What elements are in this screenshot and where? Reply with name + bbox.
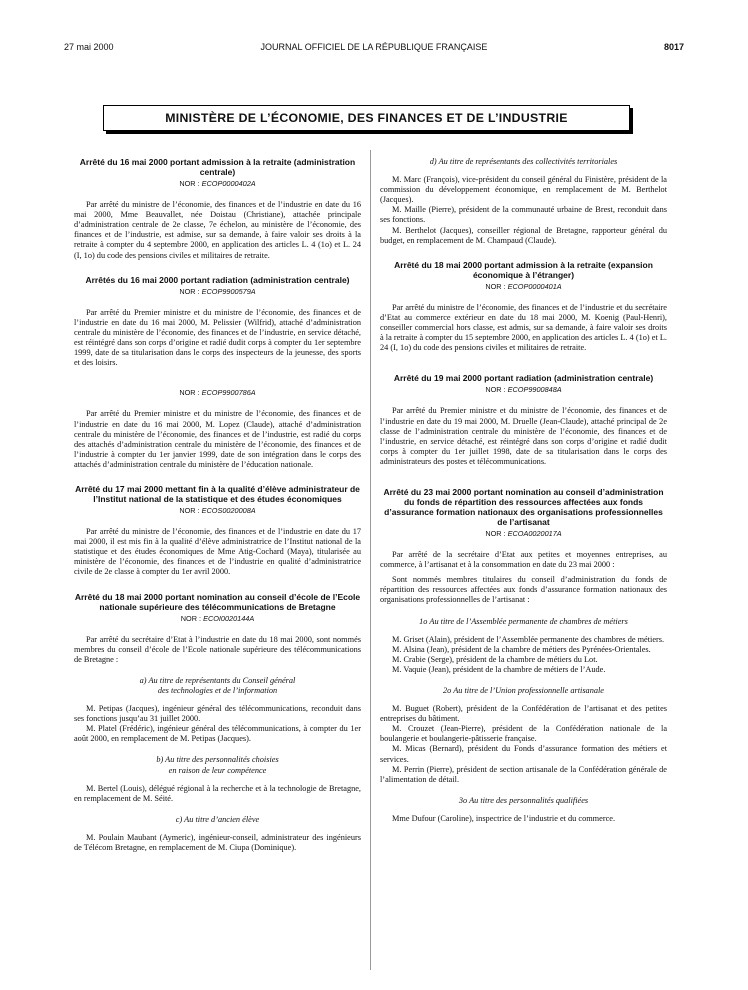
member-entry: M. Vaquie (Jean), président de la chambre de métiers de l’Aude. [392,664,606,674]
decree-body: Sont nommés membres titulaires du conseil d’administration du fonds de répartition des ressources affectées aux fonds d’assurance formation nationaux des organisations professionnelles de l’artisanat : [380,575,667,605]
member-entry: M. Griset (Alain), président de l’Assemblée permanente des chambres de métiers. [392,634,665,644]
decree-body: Par arrêté du ministre de l’économie, des finances et de l’industrie et du secrétaire d’Etat au commerce extérieur en date du 18 mai 2000, M. Koenig (Paul-Henri), conseiller commercial hors classe, est admis, sur sa demande, à faire valoir ses droits à la retraite à compter du 15 septembre 2000, en application des articles L. 4 (1o) et L. 24 (I, 1o) du code des pensions civiles et militaires de retraite. [380,302,667,353]
nor-reference: NOR : ECOI0020144A [180,613,255,623]
decree-body: Par arrêté du secrétaire d’Etat à l’industrie en date du 18 mai 2000, sont nommés membres du conseil d’école de l’Ecole nationale supérieure des télécommunications de Bretagne : [74,634,361,664]
ministry-banner: MINISTÈRE DE L’ÉCONOMIE, DES FINANCES ET DE L’INDUSTRIE [103,105,630,131]
decree-artisanat-23-mai [380,487,667,824]
decree-title: Arrêtés du 16 mai 2000 portant radiation (administration centrale) [85,274,350,285]
decree-telecom-bretagne-18-mai [74,592,361,854]
section-heading: a) Au titre de représentants du Conseil général [139,675,296,685]
decree-body: Par arrêté du Premier ministre et du ministre de l’économie, des finances et de l’industrie en date du 19 mai 2000, M. Druelle (Jean-Claude), attaché principal de 2e classe de l’administration centrale du ministère de l’économie, des finances et de l’industrie, en service détaché, est réintégré dans son corps d’origine et radié dudit corps à compter du 1er juillet 1998, date de sa titularisation dans le corps des administrateurs des postes et télécommunications. [380,406,667,466]
member-entry: Mme Dufour (Caroline), inspectrice de l’industrie et du commerce. [392,813,616,823]
decree-body: Par arrêté du Premier ministre et du ministre de l’économie, des finances et de l’industrie en date du 16 mai 2000, M. Pelissier (Wilfrid), attaché d’administration centrale du ministère de l’économie, des finances et de l’industrie, en service détaché, est réintégré dans son corps d’origine et radié dudit corps à compter du 1er septembre 1999, date de sa titularisation dans le corps des inspecteurs de la jeunesse, des sports et des loisirs. [74,307,361,368]
decree-body: Par arrêté du ministre de l’économie, des finances et de l’industrie en date du 16 mai 2000, Mme Beauvallet, née Doistau (Christiane), attachée principale d’administration centrale de 2e classe, 7e échelon, au ministère de l’économie, des finances et de l’industrie, est admise, sur sa demande, à faire valoir ses droits à la retraite à compter du 4 septembre 2000, en application des articles L. 4 (1o) et L. 24 (I, 1o) du code des pensions civiles et militaires de retraite. [74,200,361,260]
decree-title: Arrêté du 18 mai 2000 portant admission à la retraite (expansion économique à l’étranger) [394,259,653,280]
member-entry: M. Buguet (Robert), président de la Confédération de l’artisanat et des petites entreprises du bâtiment. [380,704,667,724]
nor-reference: NOR : ECOP0000402A [179,179,256,188]
nor-reference: NOR : ECOP0000401A [485,281,562,291]
header-journal-title: JOURNAL OFFICIEL DE LA RÉPUBLIQUE FRANÇAISE [260,42,488,52]
nor-reference: NOR : ECOS0020008A [179,505,256,515]
left-column [74,157,361,853]
nor-reference: NOR : ECOP9900786A [179,388,256,398]
section-heading: b) Au titre des personnalités choisies [156,755,279,765]
member-entry: M. Marc (François), vice-président du conseil général du Finistère, président de la commission du développement économique, en remplacement de M. Berthelot (Jacques). [380,175,667,205]
header-page-number: 8017 [663,42,684,52]
nor-reference: NOR : ECOA0020017A [485,528,562,538]
decrees-radiation-16-mai [74,275,361,470]
decree-title: Arrêté du 19 mai 2000 portant radiation (administration centrale) [393,373,654,384]
decree-insee-17-mai [74,484,361,578]
section-heading: 2o Au titre de l’Union professionnelle artisanale [442,686,604,695]
member-entry: M. Poulain Maubant (Aymeric), ingénieur-conseil, administrateur des ingénieurs de Télécom Bretagne, en remplacement de M. Ciupa (Dominique). [74,832,361,853]
decree-radiation-19-mai [380,373,667,467]
decree-body: Par arrêté du Premier ministre et du ministre de l’économie, des finances et de l’industrie en date du 16 mai 2000, M. Lopez (Claude), attaché d’administration centrale du ministère de l’économie, des finances et de l’industrie, est radié du corps des attachés d’administration centrale du ministère de l’économie, des finances et de l’industrie à compter du 1er janvier 1999, date de son intégration dans le corps des attachés d’administration centrale du ministère de l’éducation nationale. [74,409,361,469]
nor-reference: NOR : ECOP9900579A [179,286,256,296]
member-entry: M. Crabie (Serge), président de la chambre de métiers du Lot. [392,654,598,664]
member-entry: M. Berthelot (Jacques), conseiller régional de Bretagne, rapporteur général du budget, en remplacement de M. Champaud (Claude). [380,225,667,245]
section-heading: c) Au titre d’ancien élève [175,814,260,824]
right-column [380,157,667,824]
header-date: 27 mai 2000 [64,42,114,52]
member-entry: M. Maille (Pierre), président de la communauté urbaine de Brest, reconduit dans ses fonctions. [380,205,667,225]
member-entry: M. Micas (Bernard), président du Fonds d’assurance formation des métiers et services. [380,744,667,764]
section-heading: d) Au titre de représentants des collectivités territoriales [429,157,618,166]
decree-title: Arrêté du 23 mai 2000 portant nomination au conseil d’administration du fonds de répartition des ressources affectées aux fonds d’assurance formation nationaux des organisations professionnelles de l’artisanat [383,486,664,527]
section-heading: en raison de leur compétence [168,765,267,775]
member-entry: M. Perrin (Pierre), président de section artisanale de la Confédération générale de l’alimentation de détail. [380,764,667,784]
section-heading: 1o Au titre de l’Assemblée permanente de chambres de métiers [419,616,628,626]
nor-reference: NOR : ECOP9900848A [485,385,562,395]
section-heading: des technologies et de l’information [157,686,278,695]
page-header [64,42,684,56]
decree-body: Par arrêté du ministre de l’économie, des finances et de l’industrie en date du 17 mai 2000, il est mis fin à la qualité d’élève administratrice de l’Institut national de la statistique et des études économiques de Mme Atig-Cochard (Maya), titularisée au ministère de l’économie, des finances et de l’industrie en qualité d’administratrice civile de 2e classe à compter du 1er avril 2000. [74,527,361,577]
member-entry: M. Platel (Frédéric), ingénieur général des télécommunications, à compter du 1er août 2000, en remplacement de M. Petipas (Jacques). [74,724,361,744]
decree-retirement-18-mai [380,260,667,354]
decree-title: Arrêté du 18 mai 2000 portant nomination au conseil d’école de l’Ecole nationale supérieure des télécommunications de Bretagne [74,591,361,612]
decree-retirement-16-mai [74,157,361,261]
decree-title: Arrêté du 17 mai 2000 mettant fin à la qualité d’élève administrateur de l’Institut national de la statistique et des études économiques [75,483,360,504]
member-entry: M. Petipas (Jacques), ingénieur général des télécommunications, reconduit dans ses fonctions jusqu’au 31 juillet 2000. [74,704,361,724]
decree-title: Arrêté du 16 mai 2000 portant admission à la retraite (administration centrale) [79,157,356,177]
member-entry: M. Alsina (Jean), président de la chambre de métiers des Pyrénées-Orientales. [392,644,651,654]
decree-body: Par arrêté de la secrétaire d’Etat aux petites et moyennes entreprises, au commerce, à l’artisanat et à la consommation en date du 23 mai 2000 : [380,550,667,570]
member-entry: M. Bertel (Louis), délégué régional à la recherche et à la technologie de Bretagne, en remplacement de M. Séité. [74,783,361,803]
section-heading: 3o Au titre des personnalités qualifiées [458,795,589,805]
member-entry: M. Crouzet (Jean-Pierre), président de la Confédération nationale de la boulangerie et boulangerie-pâtisserie française. [380,724,667,744]
column-divider [370,150,371,970]
